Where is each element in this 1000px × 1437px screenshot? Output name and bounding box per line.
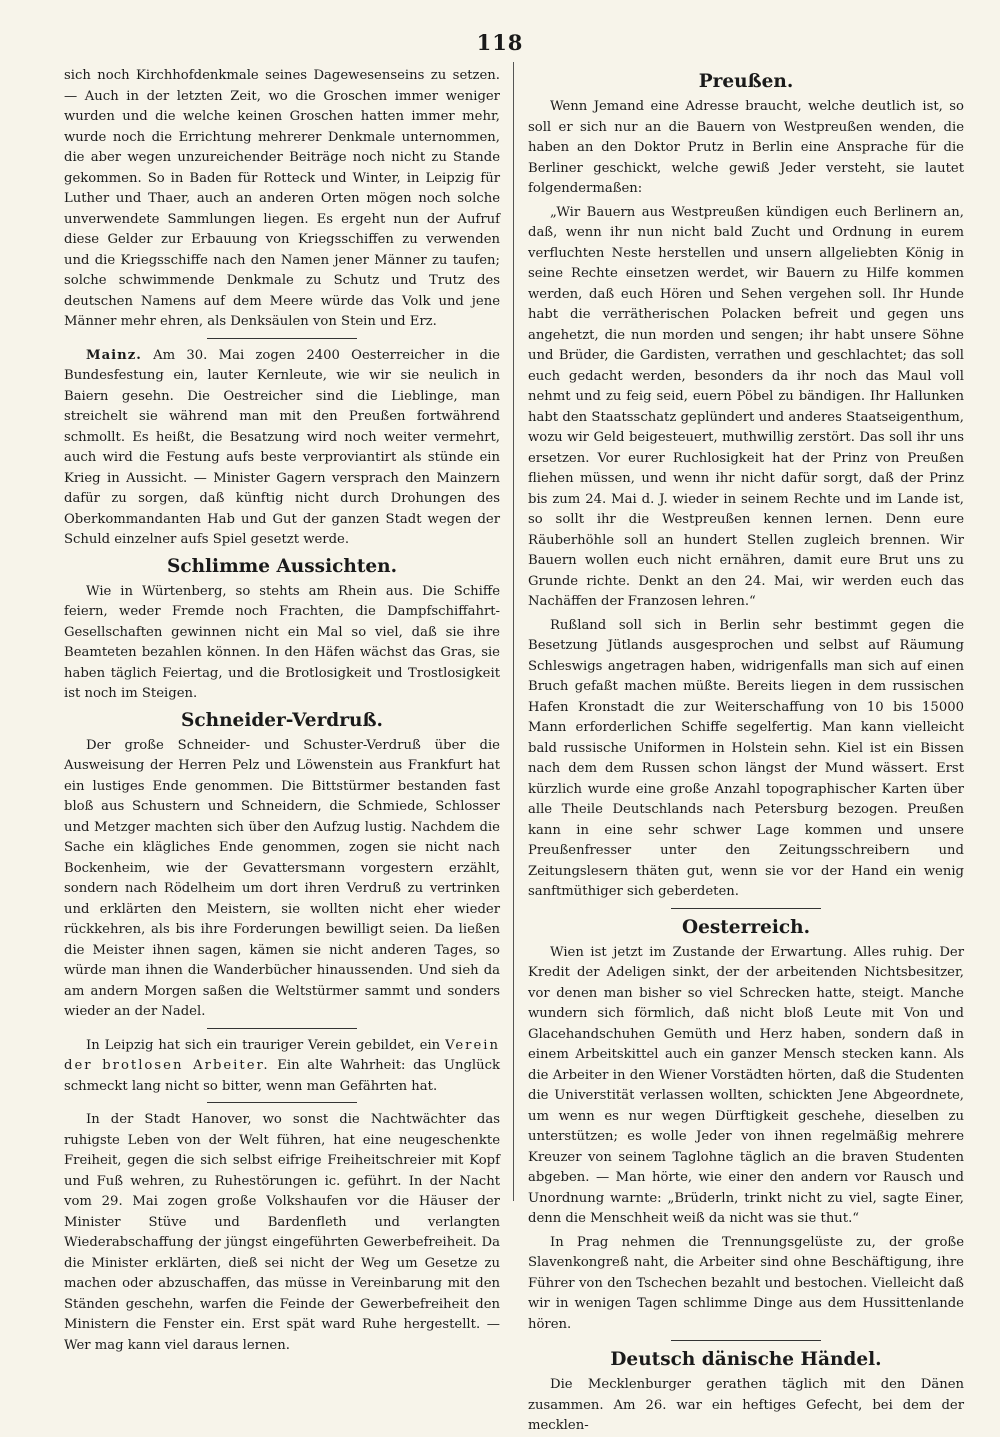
article-aussichten: Wie in Würtenberg, so stehts am Rhein aus. Die Schiffe feiern, weder Fremde noch Frachten, die Dampfschiffahrt-Gesellschaften gewinnen nicht ein Mal so viel, daß sie ihre Beamteten bezahlen können. In den Häfen wächst das Gras, sie haben täglich Feiertag, und die Brotlosigkeit und Trostlosigkeit ist noch im Steigen. [64, 583, 500, 701]
section-rule [207, 338, 357, 339]
section-rule [207, 1102, 357, 1103]
article-denkmale: sich noch Kirchhofdenkmale seines Dagewesenseins zu setzen. — Auch in der letzten Zeit, wo die Groschen immer weniger wurden und die welche keinen Groschen hatten immer mehr, wurde noch die Errichtung mehrerer Denkmale unternommen, die aber wegen unzureichender Beiträge noch nicht zu Stande gekommen. So in Baden für Rotteck und Winter, in Leipzig für Luther und Thaer, auch an anderen Orten mögen noch solche unverwendete Sammlungen liegen. Es ergeht nun der Aufruf diese Gelder zur Erbauung von Kriegsschiffen zu verwenden und die Kriegsschiffe nach den Namen jener Männer zu taufen; solche schwimmende Denkmale zu Schutz und Trutz des deutschen Namens auf dem Meere würde das Volk und jene Männer mehr ehren, als Denksäulen von Stein und Erz. [64, 68, 500, 329]
article-wien: Wien ist jetzt im Zustande der Erwartung. Alles ruhig. Der Kredit der Adeligen sinkt, der der arbeitenden Nichtsbesitzer, vor denen man bisher so viel Schrecken hatte, steigt. Manche wundern sich förmlich, daß nicht bloß Leute mit Von und Glacehandschuhen Gemüth und Herz haben, sondern daß in einem Arbeitskittel auch ein ganzer Mensch stecken kann. Als die Arbeiter in den Wiener Vorstädten hörten, daß die Studenten die Universtität verlassen wollten, schickten Jene Abgeordnete, um wenn es nur wegen Dürftigkeit geschehe, dieselben zu unterstützen; es wolle Jeder von ihnen regelmäßig mehrere Kreuzer von seinem Taglohne täglich an die braven Studenten abgeben. — Man hörte, wie einer den andern vor Rausch und Unordnung warnte: „Brüderln, trinkt nicht zu viel, sagte Einer, denn die Menschheit weiß da nicht was sie thut.“ [528, 944, 964, 1226]
section-rule [207, 1028, 357, 1029]
leipzig-verein: Verein der brotlosen Arbeiter. [64, 1037, 500, 1073]
heading-deutsch-daenische-haendel: Deutsch dänische Händel. [610, 1349, 882, 1370]
mainz-body: Am 30. Mai zogen 2400 Oesterreicher in die Bundesfestung ein, lauter Kernleute, wie wir sie neulich in Baiern gesehn. Die Oestreicher sind die Lieblinge, man streichelt sie während man mit den Preußen fortwährend schmollt. Es heißt, die Besatzung wird noch weiter vermehrt, auch wird die Festung aufs beste verproviantirt als stünde ein Krieg in Aussicht. — Minister Gagern versprach den Mainzern dafür zu sorgen, daß künftig nicht durch Drohungen des Oberkommandanten Hab und Gut der ganzen Stadt wegen der Schuld einzelner aufs Spiel gesetzt werde. [64, 347, 500, 547]
heading-preussen: Preußen. [698, 71, 794, 92]
article-preussen-quote: „Wir Bauern aus Westpreußen kündigen euch Berlinern an, daß, wenn ihr nun nicht bald Zucht und Ordnung in eurem verfluchten Neste herstellen und unsern allgeliebten König in seine Rechte einsetzen werdet, wir Bauern zu Hilfe kommen werden, daß euch Hören und Sehen vergehen soll. Ihr Hunde habt die verrätherischen Polacken befreit und gegen uns angehetzt, die nun morden und sengen; ihr habt unsere Söhne und Brüder, die Gardisten, verrathen und geschlachtet; das soll euch gedacht werden, besonders da ihr noch das Maul voll nehmt und zu feig seid, euern Pöbel zu bändigen. Ihr Hallunken habt den Staatsschatz geplündert und anderes Staatseigenthum, wozu wir Geld beigesteuert, muthwillig zerstört. Das soll ihr uns ersetzen. Vor eurer Ruchlosigkeit hat der Prinz von Preußen fliehen müssen, und wenn ihr nicht dafür sorgt, daß der Prinz bis zum 24. Mai d. J. wieder in seinem Rechte und im Lande ist, so sollt ihr die Westpreußen kennen lernen. Denn eure Räuberhöhle soll an hundert Stellen zugleich brennen. Wir Bauern wollen euch nicht ernähren, damit eure Brut uns zu Grunde richte. Denkt an den 24. Mai, wir werden euch das Nachäffen der Franzosen lehren.“ [528, 204, 964, 609]
dateline-mainz: Mainz. [86, 347, 142, 363]
left-column [64, 66, 500, 1353]
article-leipzig [64, 1036, 500, 1098]
column-divider [513, 62, 514, 1201]
right-column [528, 66, 964, 1433]
article-russland: Rußland soll sich in Berlin sehr bestimmt gegen die Besetzung Jütlands ausgesprochen und selbst auf Räumung Schleswigs angetragen haben, widrigenfalls man sich auf einen Bruch gefaßt machen müßte. Bereits liegen in dem russischen Hafen Kronstadt die zur Weiterschaffung von 10 bis 15000 Mann erforderlichen Schiffe segelfertig. Man kann vielleicht bald russische Uniformen in Holstein sehn. Kiel ist ein Bissen nach dem dem Russen schon längst der Mund wässert. Erst kürzlich wurde eine große Anzahl topographischer Karten über alle Theile Deutschlands nach Petersburg bezogen. Preußen kann in eine sehr schwer Lage kommen und unsere Preußenfresser unter den Zeitungsschreibern und Zeitungslesern thäten gut, wenn sie vor der Hand ein wenig sanftmüthiger sich geberdeten. [528, 617, 964, 899]
leipzig-body-a: In Leipzig hat sich ein trauriger Verein gebildet, ein [86, 1037, 446, 1053]
heading-oesterreich: Oesterreich. [681, 916, 811, 938]
article-verdruss: Der große Schneider- und Schuster-Verdruß über die Ausweisung der Herren Pelz und Löwenstein aus Frankfurt hat ein lustiges Ende genommen. Die Bittstürmer bestanden fast bloß aus Schustern und Schneidern, die Schmiede, Schlosser und Metzger machten sich über den Aufzug lustig. Nachdem die Sache ein klägliches Ende genommen, zogen sie nicht nach Bockenheim, wie der Gevattersmann vorgestern erzählt, sondern nach Rödelheim um dort ihren Verdruß zu vertrinken und erklärten den Meistern, sie wollten nicht eher wieder rückkehren, als bis ihre Forderungen bewilligt seien. Da ließen die Meister ihnen sagen, kämen sie nicht anderen Tages, so würde man ihnen die Wanderbücher hinaussenden. Und sieh da am andern Morgen saßen die Weltstürmer sammt und sonders wieder an der Nadel. [64, 737, 500, 1019]
article-preussen-intro: Wenn Jemand eine Adresse braucht, welche deutlich ist, so soll er sich nur an die Bauern von Westpreußen wenden, die haben an den Doktor Prutz in Berlin eine Ansprache für die Berliner geschickt, welche gewiß Jeder versteht, sie lautet folgendermaßen: [528, 99, 964, 196]
section-rule [671, 1340, 821, 1341]
article-prag: In Prag nehmen die Trennungsgelüste zu, der große Slavenkongreß naht, die Arbeiter sind ohne Beschäftigung, ihre Führer von den Tschechen bezahlt und bestochen. Vielleicht daß wir in wenigen Tagen schlimme Dinge aus dem Hussittenlande hören. [528, 1234, 964, 1332]
page-number: 118 [476, 30, 524, 55]
article-hanover: In der Stadt Hanover, wo sonst die Nachtwächter das ruhigste Leben von der Welt führen, hat eine neugeschenkte Freiheit, gegen die sich selbst eifrige Freiheitschreier mit Kopf und Fuß wehren, zu Ruhestörungen ic. geführt. In der Nacht vom 29. Mai zogen große Volkshaufen vor die Häuser der Minister Stüve und Bardenfleth und verlangten Wiederabschaffung der jüngst eingeführten Gewerbefreiheit. Da die Minister erklärten, dieß sei nicht der Weg um Gesetze zu machen oder abzuschaffen, das müsse in Vereinbarung mit den Ständen geschehn, warfen die Feinde der Gewerbefreiheit den Ministern die Fenster ein. Erst spät ward Ruhe hergestellt. — Wer mag kann viel daraus lernen. [64, 1112, 500, 1353]
leipzig-body-b: Ein alte Wahrheit: das Unglück schmeckt lang nicht so bitter, wenn man Gefährten hat. [64, 1058, 500, 1094]
article-haendel: Die Mecklenburger gerathen täglich mit den Dänen zusammen. Am 26. war ein heftiges Gefecht, bei dem der mecklen- [528, 1377, 964, 1433]
heading-schlimme-aussichten: Schlimme Aussichten. [166, 555, 398, 577]
article-mainz [64, 346, 500, 551]
heading-schneider-verdruss: Schneider-Verdruß. [181, 709, 383, 731]
section-rule [671, 908, 821, 909]
